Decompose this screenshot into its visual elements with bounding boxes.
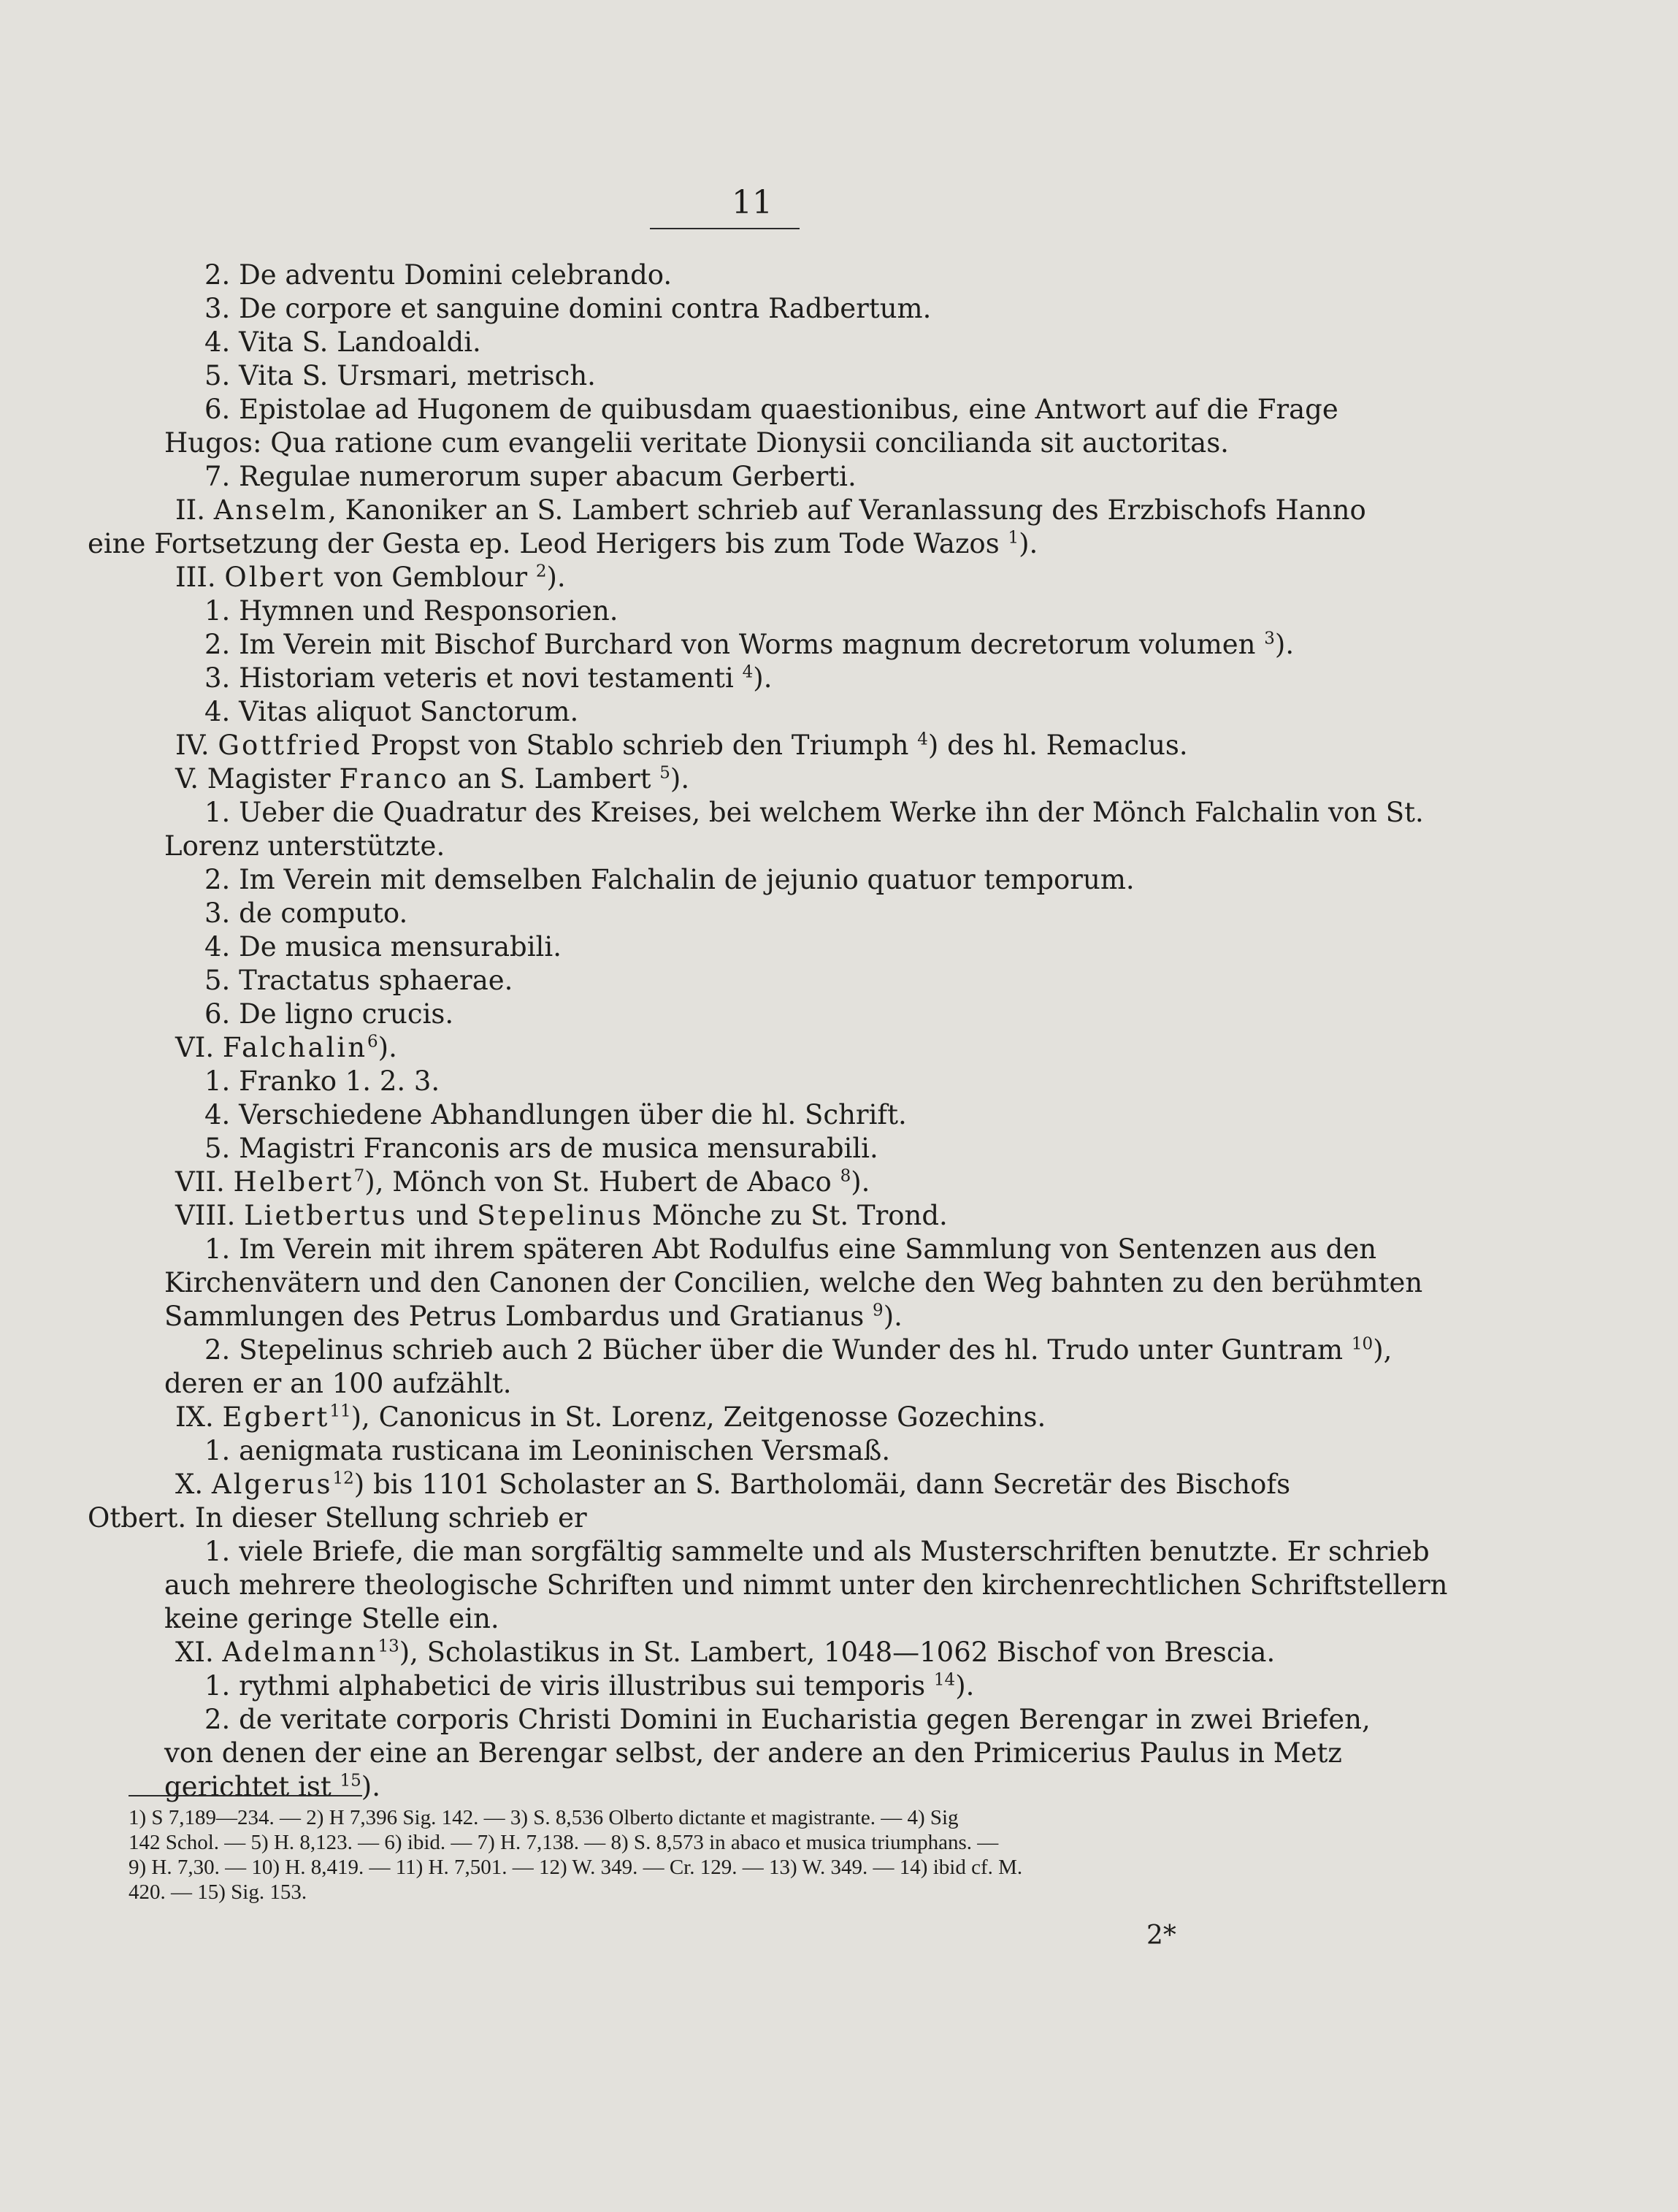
text-line: deren er an 100 aufzählt. <box>164 1368 512 1399</box>
text-segment: ), Canonicus in St. Lorenz, Zeitgenosse Gozechins. <box>350 1401 1046 1433</box>
text-line: 5. Magistri Franconis ars de musica mensurabili. <box>204 1133 878 1164</box>
text-segment: , Kanoniker an S. Lambert schrieb auf Veranlassung des Erzbischofs Hanno <box>328 494 1366 526</box>
text-segment: XI. <box>175 1637 223 1668</box>
text-segment: ). <box>851 1166 870 1198</box>
text-segment: ) des hl. Remaclus. <box>927 730 1188 761</box>
text-line: 6. De ligno crucis. <box>204 998 454 1030</box>
text-segment: ). <box>1019 528 1038 559</box>
text-line: 5. Vita S. Ursmari, metrisch. <box>204 360 596 391</box>
footnote-line: 420. — 15) Sig. 153. <box>129 1880 307 1904</box>
footnote-ref: 4 <box>742 662 754 682</box>
footnote-ref: 14 <box>933 1670 956 1690</box>
text-line: 2. Im Verein mit demselben Falchalin de jejunio quatuor temporum. <box>204 864 1135 895</box>
text-segment: 3. Historiam veteris et novi testamenti <box>204 662 743 694</box>
text-line <box>88 1636 1358 1669</box>
text-segment: von Gemblour <box>325 562 536 593</box>
text-segment: IV. <box>175 730 218 761</box>
text-segment: ). <box>546 562 566 593</box>
text-line <box>88 1669 1358 1703</box>
text-line <box>88 729 1358 762</box>
text-line: 1. Franko 1. 2. 3. <box>204 1065 440 1097</box>
footnote-ref: 12 <box>332 1469 354 1488</box>
text-segment: III. <box>175 562 225 593</box>
text-segment: gerichtet ist <box>164 1771 340 1802</box>
footnote-ref: 13 <box>378 1637 399 1656</box>
text-line: von denen der eine an Berengar selbst, der andere an den Primicerius Paulus in Metz <box>164 1737 1342 1769</box>
text-line: 1. Ueber die Quadratur des Kreises, bei welchem Werke ihn der Mönch Falchalin von St. <box>204 797 1424 828</box>
footnote-ref: 8 <box>840 1166 851 1186</box>
text-segment: ). <box>378 1032 397 1063</box>
signature-mark: 2* <box>1146 1921 1176 1951</box>
text-segment: 2. Stepelinus schrieb auch 2 Bücher über die Wunder des hl. Trudo unter Guntram <box>204 1334 1352 1366</box>
text-line <box>88 662 1358 695</box>
author-name: Anselm <box>213 494 329 526</box>
footnote-ref: 11 <box>329 1401 351 1421</box>
text-line <box>88 1770 1358 1804</box>
text-line <box>88 1166 1358 1199</box>
text-segment: VIII. <box>175 1200 245 1231</box>
author-name: Egbert <box>222 1401 330 1433</box>
text-line: 2. De adventu Domini celebrando. <box>204 259 673 291</box>
author-name: Falchalin <box>222 1032 368 1063</box>
author-name: Lietbertus <box>244 1200 408 1231</box>
text-line <box>88 527 1358 561</box>
text-line <box>88 1401 1358 1434</box>
text-segment: ). <box>1274 629 1295 660</box>
text-segment: Propst von Stablo schrieb den Triumph <box>361 730 918 761</box>
footnote-rule <box>129 1795 362 1796</box>
author-name: Adelmann <box>222 1637 378 1668</box>
text-segment: ). <box>670 763 690 795</box>
text-segment: ). <box>955 1670 975 1702</box>
header-rule <box>650 228 800 229</box>
footnote-line: 142 Schol. — 5) H. 8,123. — 6) ibid. — 7) H. 7,138. — 8) S. 8,573 in abaco et musica triumphans. — <box>129 1831 999 1854</box>
text-line: 4. Verschiedene Abhandlungen über die hl. Schrift. <box>204 1099 907 1130</box>
text-line <box>88 762 1358 796</box>
text-line: Lorenz unterstützte. <box>164 830 445 862</box>
footnote-ref: 10 <box>1351 1334 1374 1354</box>
text-line: 2. de veritate corporis Christi Domini in Eucharistia gegen Berengar in zwei Briefen, <box>204 1704 1371 1735</box>
text-line: Hugos: Qua ratione cum evangelii veritate Dionysii concilianda sit auctoritas. <box>164 427 1229 459</box>
text-line: 4. Vita S. Landoaldi. <box>204 326 481 358</box>
footnote-ref: 9 <box>873 1301 884 1320</box>
text-segment: an S. Lambert <box>448 763 660 795</box>
footnote-ref: 1 <box>1008 528 1019 548</box>
text-line <box>88 494 1366 527</box>
text-line: 3. De corpore et sanguine domini contra Radbertum. <box>204 293 932 324</box>
footnote-ref: 6 <box>367 1032 378 1052</box>
text-line <box>88 1031 1358 1065</box>
text-segment: ), Scholastikus in St. Lambert, 1048—1062 Bischof von Brescia. <box>399 1637 1276 1668</box>
footnote-ref: 5 <box>659 763 670 783</box>
footnotes <box>129 1805 1355 1905</box>
footnote-line: 9) H. 7,30. — 10) H. 8,419. — 11) H. 7,501. — 12) W. 349. — Cr. 129. — 13) W. 349. — 14) ibid cf. M. <box>129 1856 1023 1879</box>
footnote-ref: 3 <box>1264 629 1275 648</box>
footnote-ref: 15 <box>340 1771 361 1791</box>
text-line: 1. aenigmata rusticana im Leoninischen Versmaß. <box>204 1435 891 1466</box>
text-segment: IX. <box>175 1401 223 1433</box>
text-line <box>88 1199 1358 1233</box>
footnote-line: 1) S 7,189—234. — 2) H 7,396 Sig. 142. — 3) S. 8,536 Olberto dictante et magistrante. — 4) Sig <box>129 1806 959 1829</box>
text-segment: und <box>407 1200 478 1231</box>
text-segment: ). <box>883 1301 903 1332</box>
text-line <box>88 1333 1392 1367</box>
text-segment: ). <box>361 1771 380 1802</box>
text-line <box>88 561 1358 594</box>
footnote-ref: 2 <box>535 562 547 581</box>
text-line: 6. Epistolae ad Hugonem de quibusdam quaestionibus, eine Antwort auf die Frage <box>204 394 1338 425</box>
text-line: 4. De musica mensurabili. <box>204 931 562 963</box>
author-name: Gottfried <box>218 730 362 761</box>
author-name: Algerus <box>211 1469 333 1500</box>
text-segment: 2. Im Verein mit Bischof Burchard von Worms magnum decretorum volumen <box>204 629 1265 660</box>
text-segment: Sammlungen des Petrus Lombardus und Gratianus <box>164 1301 873 1332</box>
text-segment: VI. <box>175 1032 223 1063</box>
text-line: keine geringe Stelle ein. <box>164 1603 499 1634</box>
text-segment: VII. <box>175 1166 234 1198</box>
text-line: 1. Im Verein mit ihrem späteren Abt Rodulfus eine Sammlung von Sentenzen aus den <box>204 1233 1377 1265</box>
text-segment: X. <box>175 1469 212 1500</box>
text-segment: II. <box>175 494 214 526</box>
author-name: Franco <box>339 763 449 795</box>
text-segment: ). <box>753 662 773 694</box>
text-segment: ) bis 1101 Scholaster an S. Bartholomäi, dann Secretär des Bischofs <box>353 1469 1291 1500</box>
text-line <box>88 628 1358 662</box>
body-text <box>88 259 1448 1804</box>
text-line: 1. viele Briefe, die man sorgfältig sammelte und als Musterschriften benutzte. Er schrieb <box>204 1536 1430 1567</box>
text-line: auch mehrere theologische Schriften und nimmt unter den kirchenrechtlichen Schriftstellern <box>164 1569 1448 1601</box>
text-line: Otbert. In dieser Stellung schrieb er <box>88 1502 587 1534</box>
footnote-ref: 4 <box>917 730 928 749</box>
text-segment: ), Mönch von St. Hubert de Abaco <box>364 1166 840 1198</box>
author-name: Stepelinus <box>477 1200 644 1231</box>
text-line: 1. Hymnen und Responsorien. <box>204 595 618 627</box>
text-line <box>88 1300 1358 1333</box>
text-line: 5. Tractatus sphaerae. <box>204 965 513 996</box>
text-line: 4. Vitas aliquot Sanctorum. <box>204 696 579 727</box>
text-line <box>88 1468 1358 1501</box>
author-name: Olbert <box>224 562 326 593</box>
text-line: Kirchenvätern und den Canonen der Concilien, welche den Weg bahnten zu den berühmten <box>164 1267 1423 1298</box>
text-line: 7. Regulae numerorum super abacum Gerberti. <box>204 461 857 492</box>
text-segment: eine Fortsetzung der Gesta ep. Leod Herigers bis zum Tode Wazos <box>88 528 1008 559</box>
text-segment: Mönche zu St. Trond. <box>643 1200 948 1231</box>
footnote-ref: 7 <box>353 1166 365 1186</box>
text-segment: V. Magister <box>175 763 340 795</box>
text-line: 3. de computo. <box>204 898 408 929</box>
text-segment: ), <box>1373 1334 1392 1366</box>
text-segment: 1. rythmi alphabetici de viris illustribus sui temporis <box>204 1670 934 1702</box>
page-number: 11 <box>732 184 773 221</box>
author-name: Helbert <box>233 1166 354 1198</box>
